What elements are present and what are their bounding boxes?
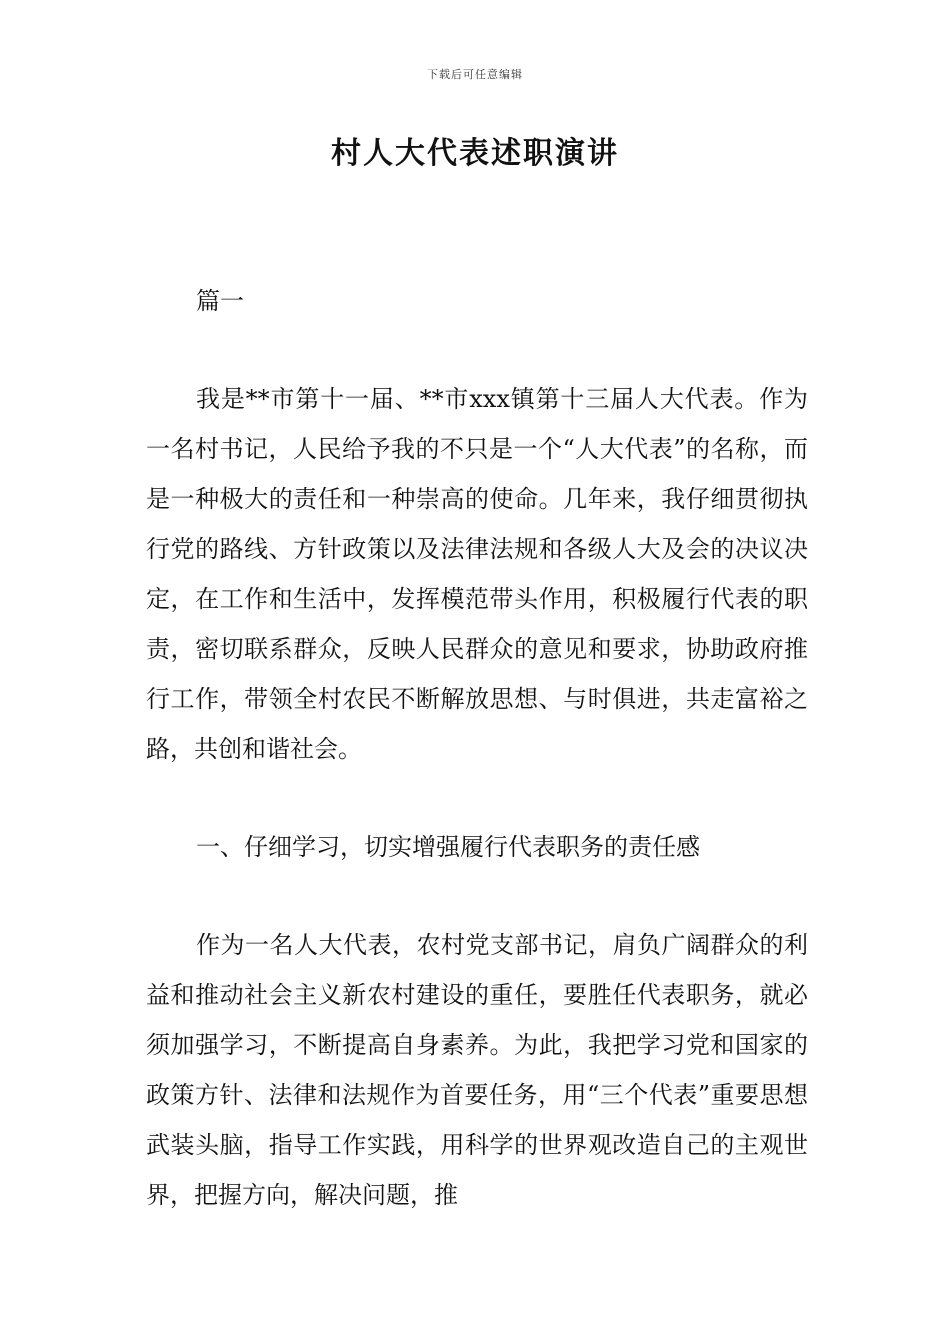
section-heading: 一、仔细学习，切实增强履行代表职务的责任感: [196, 833, 700, 861]
study-paragraph: 作为一名人大代表，农村党支部书记，肩负广阔群众的利益和推动社会主义新农村建设的重任，要胜任代表职务，就必须加强学习，不断提高自身素养。为此，我把学习党和国家的政策方针、法律和法规作为首要任务，用“三个代表”重要思想武装头脑，指导工作实践，用科学的世界观改造自己的主观世界，把握方向，解决问题，推: [146, 931, 808, 1209]
section-label: 篇一: [196, 287, 244, 315]
document-title: 村人大代表述职演讲: [331, 136, 619, 171]
intro-paragraph: 我是**市第十一届、**市xxx镇第十三届人大代表。作为一名村书记，人民给予我的不只是一个“人大代表”的名称，而是一种极大的责任和一种崇高的使命。几年来，我仔细贯彻执行党的路线、方针政策以及法律法规和各级人大及会的决议决定，在工作和生活中，发挥模范带头作用，积极履行代表的职责，密切联系群众，反映人民群众的意见和要求，协助政府推行工作，带领全村农民不断解放思想、与时俱进，共走富裕之路，共创和谐社会。: [146, 385, 808, 763]
header-note: 下载后可任意编辑: [427, 68, 523, 81]
